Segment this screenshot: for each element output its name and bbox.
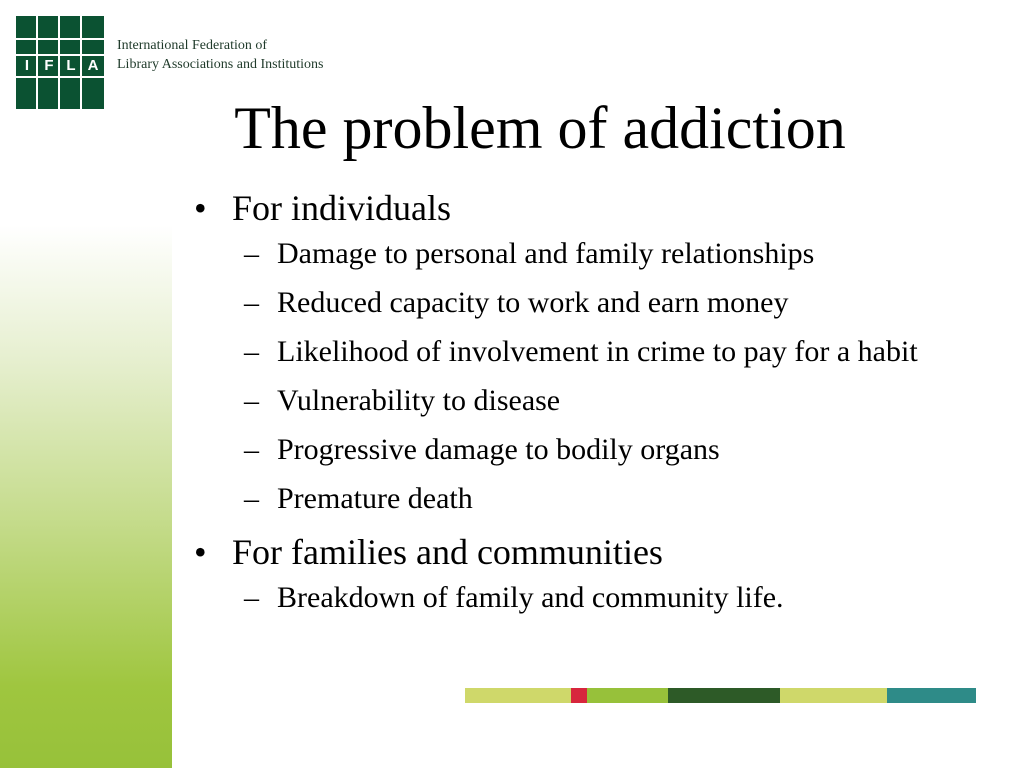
sub-bullet-item — [194, 381, 954, 421]
dash-glyph: – — [244, 286, 259, 319]
color-bar-segment — [587, 688, 668, 703]
sub-bullet-text: Progressive damage to bodily organs — [277, 433, 720, 466]
dash-glyph: – — [244, 482, 259, 515]
color-bar-segment — [668, 688, 780, 703]
side-gradient-decoration — [0, 225, 172, 768]
organization-name — [117, 36, 323, 74]
slide-title: The problem of addiction — [234, 95, 846, 161]
sub-bullet-item — [194, 234, 954, 274]
logo-letter-l: L — [66, 57, 76, 74]
color-bar-segment — [780, 688, 887, 703]
sub-bullet-item — [194, 479, 954, 519]
sub-bullet-item — [194, 283, 954, 323]
logo-letter-a: A — [87, 57, 99, 74]
dash-glyph: – — [244, 581, 259, 614]
logo-letter-i: I — [24, 57, 30, 74]
sub-bullet-text: Damage to personal and family relationships — [277, 237, 815, 270]
bullet-item — [194, 528, 954, 576]
dash-glyph: – — [244, 237, 259, 270]
bullet-item — [194, 184, 954, 232]
bullet-glyph: • — [194, 532, 207, 572]
bullet-text: For families and communities — [232, 532, 663, 572]
sub-bullet-text: Vulnerability to disease — [277, 384, 561, 417]
sub-bullet-text: Premature death — [277, 482, 473, 515]
sub-bullet-item — [194, 332, 954, 372]
sub-bullet-text: Likelihood of involvement in crime to pay for a habit — [277, 335, 918, 368]
dash-glyph: – — [244, 335, 259, 368]
sub-bullet-item — [194, 578, 954, 618]
bullet-glyph: • — [194, 188, 207, 228]
logo-letters — [16, 56, 104, 76]
logo-letter-f: F — [44, 57, 54, 74]
color-bar-segment — [571, 688, 587, 703]
dash-glyph: – — [244, 433, 259, 466]
organization-name-line2: Library Associations and Institutions — [117, 57, 324, 72]
bullet-text: For individuals — [232, 188, 452, 228]
organization-name-line1: International Federation of — [117, 38, 268, 53]
sub-bullet-item — [194, 430, 954, 470]
color-bar-segment — [465, 688, 571, 703]
sub-bullet-text: Reduced capacity to work and earn money — [277, 286, 789, 319]
slide-content — [194, 184, 954, 627]
color-bar-segment — [887, 688, 976, 703]
decorative-color-bar — [465, 688, 976, 703]
sub-bullet-text: Breakdown of family and community life. — [277, 581, 784, 614]
dash-glyph: – — [244, 384, 259, 417]
